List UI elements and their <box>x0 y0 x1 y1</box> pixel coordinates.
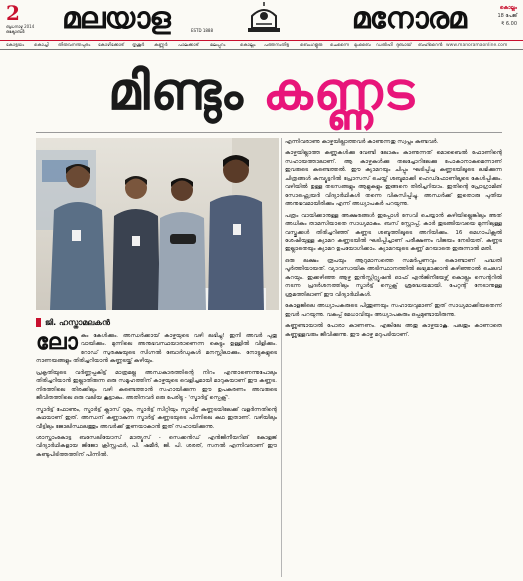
article-paragraph: കോളജിലെ അധ്യാപകരുടെ പിന്തുണയും സഹായവുമാണ് ഇത് സാധ്യമാക്കിയതെന്ന് ഇവർ പറയുന്നു. വകുപ്പ് മേധാവിയും അധ്യാപകരും ഒപ്പമുണ്ടായിരുന്നു. <box>285 303 502 318</box>
price-box <box>475 4 517 28</box>
byline: ജി. ഹസ്താമലകൻ <box>45 318 110 327</box>
article-paragraph: പത്രം വായിക്കാനുള്ള അക്ഷരങ്ങൾ ഇപ്പോൾ സേവി ചെയ്യാൻ കഴിയില്ലെങ്കിലും അത് അധികം താമസിയാതെ സാധ്യമാകും. ബസ് സ്റ്റോപ്പ്, കാർ തുടങ്ങിയവയെ മുന്നിലുള്ള വസ്തുക്കൾ തിരിച്ചറിഞ്ഞ് കണ്ണട ശബ്ദത്തിലൂടെ അറിയിക്കും. 16 മെഗാപിക്സൽ ശേഷിയുള്ള ക്യാമറ കണ്ണടയിൽ ഘടിപ്പിച്ചാണ് പരീക്ഷണം വിജയം നേടിയത്. കണ്ണട ഇല്ലാതെയും ക്യാമറ ഉപയോഗിക്കാം. ക്യാമറയുടെ കണ്ണ് മറയാതെ ഇരുന്നാൽ മതി. <box>285 212 502 253</box>
edition-name: തൃശൂർ <box>132 43 145 48</box>
article-paragraph: സ്മാർട്ട് ഫോണും, സ്മാർട്ട് ക്ലാസ് റൂമും, സ്മാർട്ട് സിറ്റിയും സ്മാർട്ട് കണ്ണടയിലേക്ക് വളർന്നതിന്റെ കഥയാണ് ഇത്. അന്ധന് കണ്ണാകുന്ന സ്മാർട്ട് കണ്ണടയുടെ പിന്നിലെ കഥ ഇതാണ്. വഴിയിലും വീട്ടിലും ജോലിസ്ഥലത്തും അവർക്ക് തുണയാകാൻ ഇത് സഹായിക്കുന്നു. <box>36 406 277 430</box>
column-divider <box>281 138 282 577</box>
edition-name: ദുബായ് <box>396 43 412 48</box>
page-number: 2 <box>6 1 20 25</box>
edition-name: പത്തനംതിട്ട <box>264 43 289 48</box>
page-count: 18 പേജ് <box>497 13 517 19</box>
edition-name: ബെംഗളൂരു <box>300 43 323 48</box>
edition-name: ഡൽഹി <box>376 43 393 48</box>
article-column-right <box>285 138 502 577</box>
edition-city: കൊല്ലം <box>499 5 517 11</box>
article-paragraph: എന്നിവരാണു കാഴ്ചയില്ലാത്തവർ കാണുന്നതു സ്വപ്നം കണ്ടവർ. <box>285 139 439 145</box>
price: ₹ 6.00 <box>501 21 517 27</box>
brand-left: മലയാള <box>62 1 170 36</box>
website: www.manoramaonline.com <box>446 43 508 48</box>
drop-cap: ലോ <box>36 332 78 355</box>
headline-rule <box>36 132 502 133</box>
students-photo-illustration <box>36 138 279 310</box>
article-paragraph: കാഴ്ചയില്ലാത്ത കണ്ണുകൾക്കു വേണ്ടി ലോകം കാണുന്നത് മൊബൈൽ ഫോണിന്റെ സഹായത്താലാണ്. ആ കാഴ്ചകൾക്കു തലച്ചോറിലേക്കു പോകാനാകുമെന്നാണ് ഇവരുടെ കണ്ടെത്തൽ. ഈ ക്യാമറയും ചിപ്പും ഘടിപ്പിച്ച കണ്ണടയിലൂടെ ലഭിക്കുന്ന ചിത്രങ്ങൾ കമ്പ്യൂട്ടറിൽ പ്രോസസ് ചെയ്ത് ശബ്ദമാക്കി ഹെഡ്ഫോണിലൂടെ കേൾപ്പിക്കും. വഴിയിൽ ഉള്ള തടസങ്ങളും ആളുകളും ഇങ്ങനെ തിരിച്ചറിയാം. ഇതിന്റെ പ്രോഗ്രാമിങ് സോഫ്റ്റ്വെയർ വിദ്യാർഥികൾ തന്നെ വികസിപ്പിച്ചു. അന്ധർക്ക് ഇതൊരു പുതിയ അനുഭവമായിരിക്കും എന്ന് അധ്യാപകർ പറയുന്നു. <box>285 150 502 208</box>
article-paragraph: ലോകം കേൾക്കും. അന്ധർക്കായ് കാഴ്ചയുടെ വഴി ലഭിച്ചു! ഇനി അവർ പുതു വായിക്കും. മുന്നിലെ അനുഭവസ്ഥയാരാണെന്ന കെട്ടും ഉള്ളിൽ വിളിക്കും. റോഡ് സുരക്ഷയുടെ സിഗ്നൽ ബോർഡുകൾ മനസ്സിലാക്കും. നോട്ടുകളുടെ നാണയങ്ങളും തിരിച്ചറിയാൻ കണ്ണടയ്ക്ക് കഴിയും. <box>36 332 277 365</box>
headline-word-1: മിണ്ടും <box>107 62 244 122</box>
edition-name: പാലക്കാട് <box>178 43 199 48</box>
edition-name: മുംബൈ <box>354 43 371 48</box>
article-paragraph: ശാസ്താംകോട്ട ബസേലിയോസ് മാത്യൂസ് - സെക്കൻഡ് എൻജിനീയറിങ് കോളജ് വിദ്യാർഥികളായ ജിജോ ക്രിസ്റ്റഫർ, പി. ഷമീർ, ജി. പി. ശരത്, സനൽ എന്നിവരാണ് ഈ കണ്ടുപിടിത്തത്തിന് പിന്നിൽ. <box>36 434 277 458</box>
edition-name: കണ്ണൂർ <box>154 43 168 48</box>
brand-right: മനോരമ <box>351 1 466 36</box>
edition-name: കോഴിക്കോട് <box>98 43 124 48</box>
masthead <box>0 0 523 40</box>
established-year: ESTD 1888 <box>190 28 214 33</box>
edition-name: ചെന്നൈ <box>330 43 350 48</box>
article-paragraph: ഒരു ലക്ഷം രൂപയും ആറുമാസത്തെ സമർപ്പണവും കൊണ്ടാണ് പദ്ധതി പൂർത്തിയായത്. വ്യാവസായിക അടിസ്ഥാനത്തിൽ ലഭ്യമാക്കാൻ കഴിഞ്ഞാൽ ചെലവ് കുറയും. ഇക്കഴിഞ്ഞ ആഴ്ച ഇൻസ്റ്റിറ്റ്യൂഷൻ ഓഫ് എൻജിനീയേഴ്സ് കൊല്ലം സെന്ററിൽ നടന്ന പ്രദർശനത്തിലും സ്മാർട്ട് സ്പെക്സ് ശ്രദ്ധേയമായി. പേറ്റന്റ് നേടാനുള്ള ശ്രമത്തിലാണ് ഈ വിദ്യാർഥികൾ. <box>285 257 502 298</box>
edition-name: ബഹ്റൈൻ <box>418 43 443 48</box>
editions-strip <box>0 40 523 50</box>
newspaper-logo <box>62 2 466 36</box>
edition-name: തിരുവനന്തപുരം <box>58 43 91 48</box>
headline-word-2: കണ്ണട <box>262 62 416 122</box>
article-paragraph: കണ്ണുണ്ടായാൽ പോരാ കാണണം. എങ്കിലേ അതു കാഴ്ചയാകൂ. പലതും കാണാതെ കണ്ണുള്ളവരും ജീവിക്കുന്നു. ഈ കാഴ്ച മറുപടിയാണ്. <box>285 323 502 338</box>
edition-name: മലപ്പുറം <box>210 43 226 48</box>
page-meta: ബുധനാഴ്ച 2014 ഒക്ടോബർ <box>6 24 35 34</box>
edition-name: കൊച്ചി <box>34 43 49 48</box>
headline <box>0 54 523 130</box>
edition-name: കോട്ടയം <box>6 43 25 48</box>
article-paragraph: പ്രകൃതിയുടെ വർണ്ണപ്പകിട്ട് മാത്രമല്ല അന്ധകാരത്തിന്റെ നിറം എന്താണെന്നുപോലും തിരിച്ചറിയാൻ ഇല്ലാതിരുന്ന ഒരു സമൂഹത്തിന് കാഴ്ചയുടെ വെളിച്ചമായി മാറുകയാണ് ഈ കണ്ണട. നിരത്തിലെ തിരക്കിലും വഴി കണ്ടെത്താൻ സഹായിക്കുന്ന ഈ ഉപകരണം അവരുടെ ജീവിതത്തിലെ ഒരു വലിയ കൂട്ടാകും. അതിനവർ ഒരു പേരിട്ടു - 'സ്മാർട്ട് സ്പെക്സ്'. <box>36 369 277 402</box>
emblem-icon <box>244 2 284 36</box>
edition-name: കൊല്ലം <box>240 43 256 48</box>
article-column-left <box>36 332 277 577</box>
byline-marker <box>36 318 41 327</box>
article-photo <box>36 138 279 310</box>
